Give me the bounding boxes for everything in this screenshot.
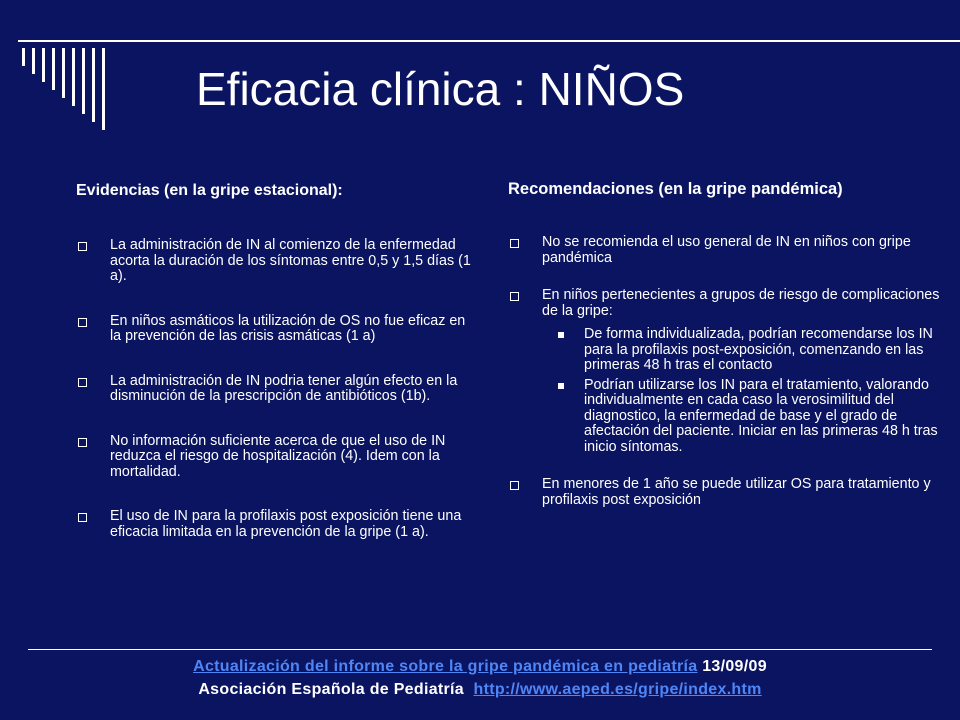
square-bullet-icon [78,438,87,447]
filled-square-bullet-icon [558,332,564,338]
square-bullet-icon [78,513,87,522]
list-item: La administración de IN podria tener algún efecto en la disminución de la prescripción de antibióticos (1b). [76,374,476,405]
list-item: No información suficiente acerca de que el uso de IN reduzca el riesgo de hospitalización (4). Idem con la mortalidad. [76,434,476,481]
square-bullet-icon [510,239,519,248]
square-bullet-icon [510,292,519,301]
list-item: En niños asmáticos la utilización de OS no fue eficaz en la prevención de las crisis asmáticas (1 a) [76,314,476,345]
top-rule [18,40,960,42]
footer-organization: Asociación Española de Pediatría [198,681,464,698]
aeped-link[interactable]: http://www.aeped.es/gripe/index.htm [473,681,762,698]
list-item: En niños pertenecientes a grupos de riesgo de complicaciones de la gripe: De forma individualizada, podrían recomendarse los IN para la profilaxis post-exposición, comenzando en las primeras 48 h tras el contacto Podrían utilizarse los IN para el tratamiento, valorando individualmente en cada caso la verosimilitud del diagnostico, la enfermedad de base y el grado de afectación del paciente. Iniciar en las primeras 48 h tras inicio síntomas. [508,288,953,455]
evidence-list [76,238,476,540]
sub-list-item: De forma individualizada, podrían recomendarse los IN para la profilaxis post-exposición, comenzando en las primeras 48 h tras el contacto [542,327,953,374]
list-item: El uso de IN para la profilaxis post exposición tiene una eficacia limitada en la prevención de la gripe (1 a). [76,509,476,540]
evidence-heading: Evidencias (en la gripe estacional): [76,182,343,199]
square-bullet-icon [78,318,87,327]
footer-rule [28,649,932,650]
evidence-column [76,182,476,569]
footer-line-1 [0,655,960,678]
square-bullet-icon [78,378,87,387]
slide-title: Eficacia clínica : NIÑOS [196,63,685,115]
square-bullet-icon [78,242,87,251]
sub-list-item: Podrían utilizarse los IN para el tratamiento, valorando individualmente en cada caso la verosimilitud del diagnostico, la enfermedad de base y el grado de afectación del paciente. Iniciar en las primeras 48 h tras inicio síntomas. [542,378,953,456]
list-item: No se recomienda el uso general de IN en niños con gripe pandémica [508,235,953,266]
recommendations-list [508,235,953,508]
footer-date: 13/09/09 [702,658,767,675]
risk-group-sublist [542,327,953,455]
filled-square-bullet-icon [558,383,564,389]
list-item: En menores de 1 año se puede utilizar OS para tratamiento y profilaxis post exposición [508,477,953,508]
recommendations-heading: Recomendaciones (en la gripe pandémica) [508,180,843,198]
report-link[interactable]: Actualización del informe sobre la gripe pandémica en pediatría [193,658,698,675]
footer-line-2 [0,678,960,701]
list-item: La administración de IN al comienzo de la enfermedad acorta la duración de los síntomas entre 0,5 y 1,5 días (1 a). [76,238,476,285]
footer [0,655,960,701]
square-bullet-icon [510,481,519,490]
recommendations-column [508,180,953,530]
